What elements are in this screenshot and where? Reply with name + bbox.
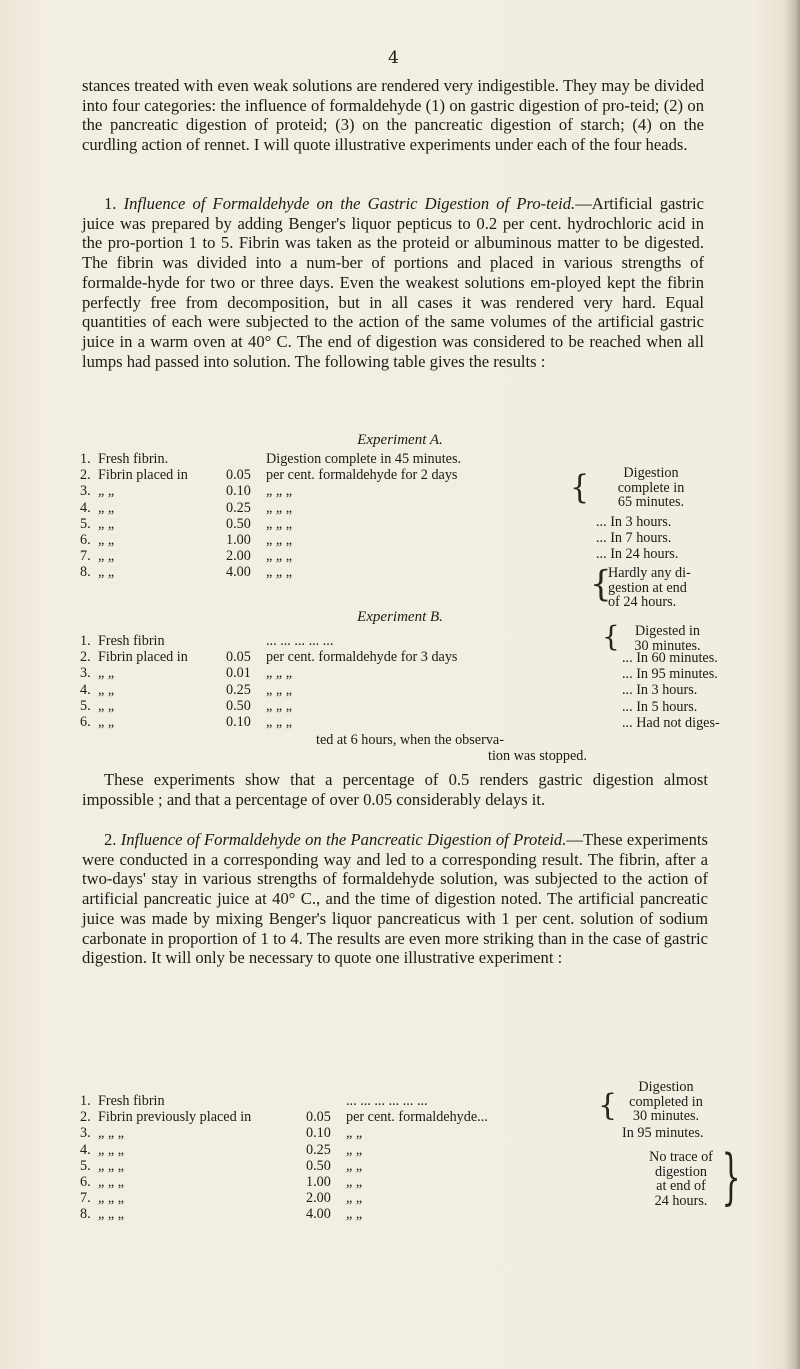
conclusion-paragraph: These experiments show that a percentage of 0.5 renders gastric digestion almost impossible ; and that a percentage of over 0.05 considerably delays it. (82, 770, 708, 809)
row-label: Fresh fibrin (98, 1093, 165, 1109)
row-label: Fresh fibrin (98, 633, 165, 649)
table-row (80, 1142, 720, 1158)
brace-icon: { (602, 620, 620, 653)
row-text: „ „ „ (266, 564, 292, 581)
row-strength: 2.00 (226, 548, 251, 565)
row-text: ... ... ... ... ... (266, 633, 334, 649)
experiment-b-result-fresh: Digested in 30 minutes. (634, 623, 701, 654)
row-text: per cent. formaldehyde for 3 days (266, 649, 458, 666)
row-strength: 1.00 (306, 1173, 331, 1190)
row-text: „ „ (346, 1173, 363, 1190)
row-strength: 4.00 (226, 564, 251, 581)
row-number: 4. (80, 681, 91, 698)
section-1-number: 1. (104, 194, 117, 213)
row-text: „ „ „ (266, 697, 292, 714)
experiment-b-trailing-note: ted at 6 hours, when the observa- tion was stopped. (316, 732, 587, 765)
row-strength: 0.25 (226, 681, 251, 698)
row-text: „ „ „ (266, 681, 292, 698)
page-number: 4 (388, 48, 399, 68)
row-label: „ „ „ (98, 1125, 124, 1142)
row-strength: 0.25 (306, 1141, 331, 1158)
experiment-a-results-list: ... In 3 hours. ... In 7 hours. ... In 24 hours. (596, 514, 679, 563)
row-strength: 0.10 (226, 713, 251, 730)
row-label: „ „ (98, 548, 115, 565)
section-2-number: 2. (104, 830, 117, 849)
row-number: 4. (80, 1141, 91, 1158)
row-label: „ „ „ (98, 1173, 124, 1190)
row-text: „ „ (346, 1206, 363, 1223)
row-text: „ „ (346, 1141, 363, 1158)
section-1-body: —Artificial gastric juice was prepared by adding Benger's liquor pepticus to 0.2 per cent. hydrochloric acid in the pro-portion 1 to 5. Fibrin was taken as the proteid or albuminous matter to be digested. The fibrin was divided into a num-ber of portions and placed in various strengths of formalde-hyde for two or three days. Even the weakest solutions em-ployed kept the fibrin perfectly free from decomposition, but in all cases it was rendered very hard. Equal quantities of each were subjected to the action of the same volumes of the artificial gastric juice in a warm oven at 40° C. The end of digestion was considered to be reached when all lumps had passed into solution. The following table gives the results : (82, 194, 704, 371)
section-2-heading: Influence of Formaldehyde on the Pancreatic Digestion of Proteid. (120, 830, 567, 849)
row-text: „ „ „ (266, 713, 292, 730)
row-number: 7. (80, 1190, 91, 1207)
row-number: 2. (80, 1109, 91, 1126)
row-strength: 0.01 (226, 665, 251, 682)
experiment-a-title: Experiment A. (357, 432, 443, 448)
row-text: per cent. formaldehyde for 2 days (266, 467, 458, 484)
table-row (80, 1174, 720, 1190)
row-strength: 0.05 (226, 467, 251, 484)
experiment-a-result-hardly: Hardly any di- gestion at end of 24 hours. (608, 565, 691, 611)
experiment-b-results-list: ... In 60 minutes. ... In 95 minutes. ... In 3 hours. ... In 5 hours. ... Had not diges- (622, 650, 720, 731)
row-number: 1. (80, 1093, 91, 1109)
row-label: „ „ (98, 499, 115, 516)
row-strength: 4.00 (306, 1206, 331, 1223)
row-number: 2. (80, 649, 91, 666)
row-number: 6. (80, 1173, 91, 1190)
row-text: „ „ „ (266, 531, 292, 548)
row-number: 6. (80, 531, 91, 548)
row-number: 1. (80, 633, 91, 649)
section-2-body: —These experiments were conducted in a corresponding way and led to a corresponding result. The fibrin, after a two-days' stay in various strengths of formaldehyde solution, was subjected to the action of artificial pancreatic juice at 40° C., and the time of digestion noted. The artificial pancreatic juice was made by mixing Benger's liquor pancreaticus with 1 per cent. solution of sodium carbonate in proportion of 1 to 4. The results are even more striking than in the case of gastric digestion. It will only be necessary to quote one illustrative experiment : (82, 830, 709, 968)
row-number: 1. (80, 451, 91, 467)
table-row (80, 1190, 720, 1206)
row-label: „ „ (98, 697, 115, 714)
row-label: „ „ (98, 681, 115, 698)
row-number: 5. (80, 697, 91, 714)
brace-icon: { (570, 468, 590, 507)
experiment-c-result-no-trace: No trace of digestion at end of 24 hours. (649, 1149, 713, 1209)
row-strength: 0.50 (226, 697, 251, 714)
row-number: 7. (80, 548, 91, 565)
experiment-a-result-group: Digestion complete in 65 minutes. (617, 465, 685, 511)
row-text: „ „ (346, 1125, 363, 1142)
row-strength: 0.50 (306, 1157, 331, 1174)
row-text: Digestion complete in 45 minutes. (266, 451, 462, 467)
row-strength: 2.00 (306, 1190, 331, 1207)
row-label: „ „ „ (98, 1157, 124, 1174)
row-number: 2. (80, 467, 91, 484)
row-label: „ „ (98, 665, 115, 682)
table-row (80, 1206, 720, 1222)
row-strength: 1.00 (226, 531, 251, 548)
row-number: 3. (80, 1125, 91, 1142)
row-label: Fibrin placed in (98, 467, 188, 484)
row-number: 4. (80, 499, 91, 516)
table-row (80, 1158, 720, 1174)
intro-paragraph: stances treated with even weak solutions are rendered very indigestible. They may be divided into four categories: the influence of formaldehyde (1) on gastric digestion of pro-teid; (2) on the pancreatic digestion of proteid; (3) on the pancreatic digestion of starch; (4) on the curdling action of rennet. I will quote illustrative experiments under each of the four heads. (82, 76, 704, 155)
row-number: 3. (80, 665, 91, 682)
row-label: Fresh fibrin. (98, 451, 169, 467)
row-text: ... ... ... ... ... ... (346, 1093, 428, 1109)
row-text: „ „ „ (266, 499, 292, 516)
row-number: 5. (80, 515, 91, 532)
brace-icon: { (598, 1088, 618, 1123)
brace-icon: } (721, 1142, 741, 1212)
page-edge-shadow (784, 0, 800, 1369)
section-1-heading: Influence of Formaldehyde on the Gastric Digestion of Pro-teid. (123, 194, 576, 213)
row-strength: 0.50 (226, 515, 251, 532)
row-number: 8. (80, 564, 91, 581)
row-text: „ „ (346, 1157, 363, 1174)
row-strength: 0.10 (306, 1125, 331, 1142)
row-text: „ „ (346, 1190, 363, 1207)
row-strength: 0.10 (226, 483, 251, 500)
row-strength: 0.25 (226, 499, 251, 516)
row-label: „ „ (98, 564, 115, 581)
row-text: „ „ „ (266, 548, 292, 565)
row-label: „ „ „ (98, 1190, 124, 1207)
row-strength: 0.05 (226, 649, 251, 666)
experiment-c-result-95: In 95 minutes. (622, 1125, 704, 1141)
brace-icon: { (590, 563, 612, 605)
row-label: Fibrin previously placed in (98, 1109, 252, 1126)
row-label: Fibrin placed in (98, 649, 188, 666)
row-number: 5. (80, 1157, 91, 1174)
row-text: „ „ „ (266, 483, 292, 500)
row-label: „ „ (98, 515, 115, 532)
row-strength: 0.05 (306, 1109, 331, 1126)
experiment-b-title: Experiment B. (357, 609, 443, 625)
row-label: „ „ „ (98, 1141, 124, 1158)
row-text: „ „ „ (266, 665, 292, 682)
section-1 (82, 194, 704, 371)
row-label: „ „ „ (98, 1206, 124, 1223)
row-number: 6. (80, 713, 91, 730)
row-number: 3. (80, 483, 91, 500)
row-label: „ „ (98, 483, 115, 500)
experiment-c-result-fresh: Digestion completed in 30 minutes. (629, 1079, 703, 1125)
row-text: per cent. formaldehyde... (346, 1109, 488, 1126)
section-2 (82, 830, 708, 968)
row-label: „ „ (98, 531, 115, 548)
row-number: 8. (80, 1206, 91, 1223)
row-text: „ „ „ (266, 515, 292, 532)
row-label: „ „ (98, 713, 115, 730)
